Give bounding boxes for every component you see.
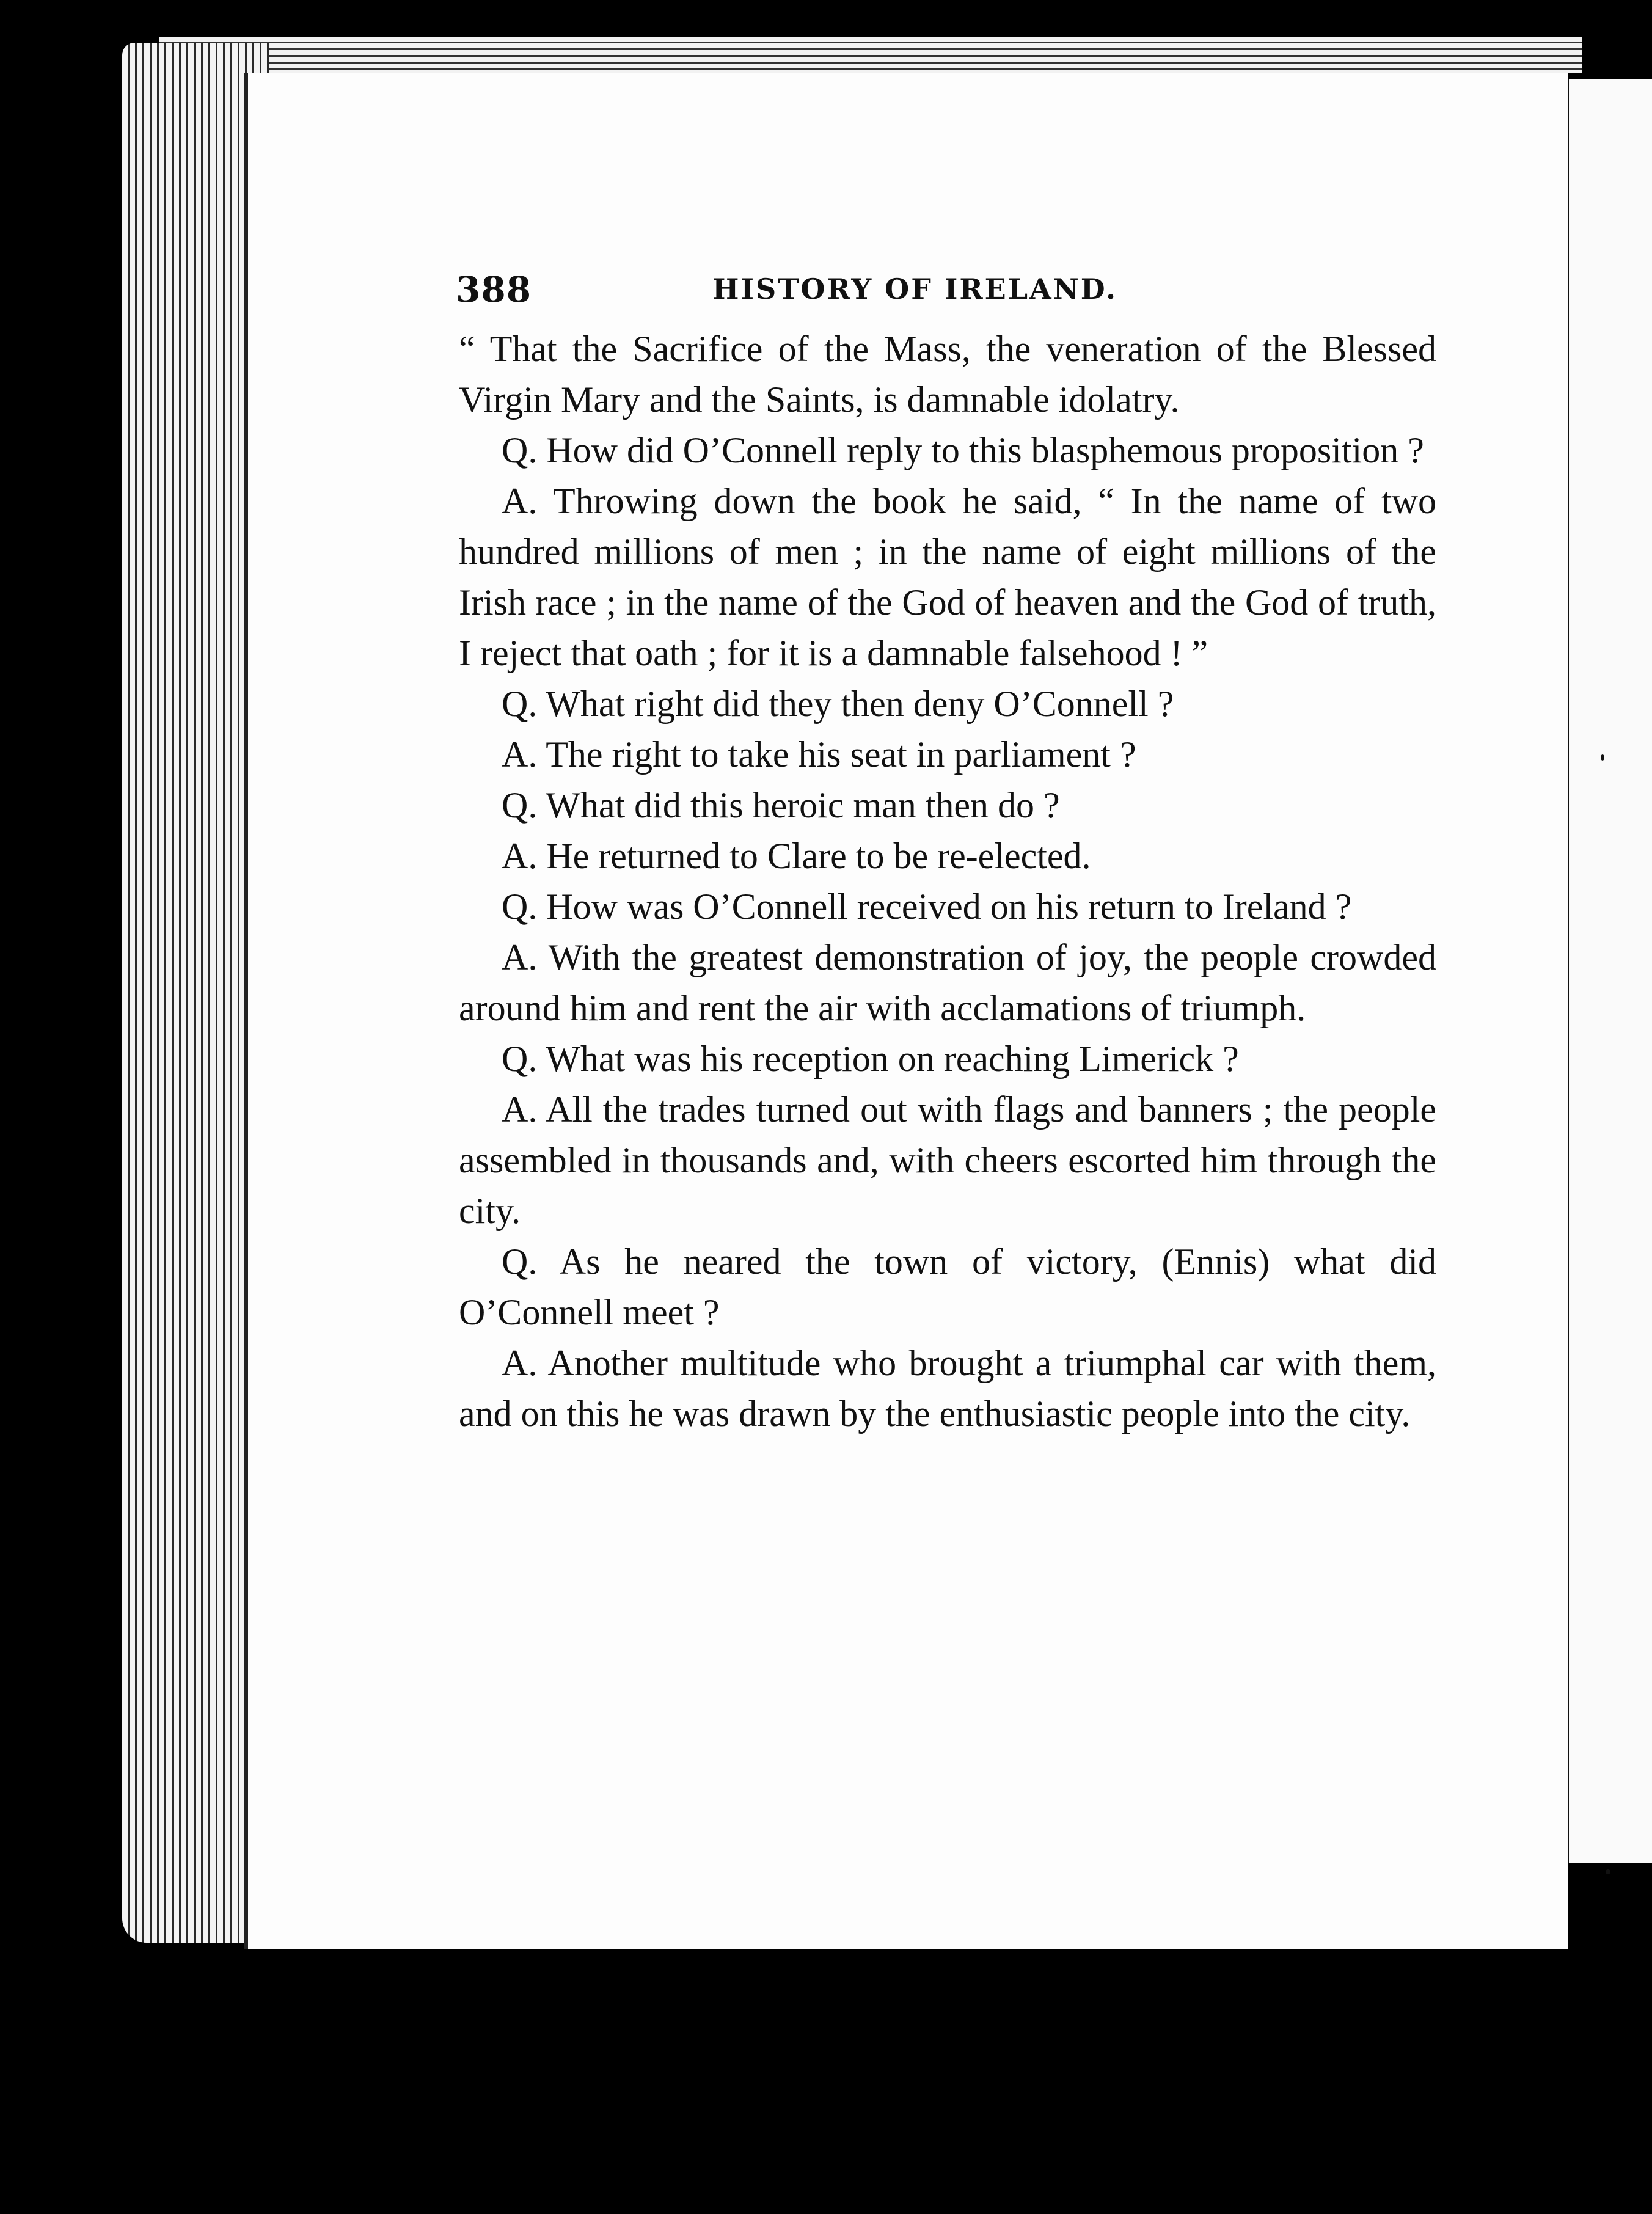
question-paragraph: Q. What was his reception on reaching Limerick ? bbox=[502, 1039, 1239, 1079]
quote-paragraph: “ That the Sacrifice of the Mass, the veneration of the Blessed Virgin Mary and the Saints, is damnable idolatry. bbox=[459, 329, 1436, 420]
scan-speck bbox=[1601, 754, 1604, 761]
facing-page-edge bbox=[1564, 79, 1652, 1863]
answer-paragraph: A. Throwing down the book he said, “ In the name of two hundred millions of men ; in the name of eight millions of the Irish race ; in the name of the God of heaven and the God of truth, I reject that oath ; for it is a damnable falsehood ! ” bbox=[459, 481, 1436, 673]
page-edges-top bbox=[159, 37, 1582, 73]
question-paragraph: Q. What right did they then deny O’Connell ? bbox=[502, 684, 1174, 724]
question-paragraph: Q. As he neared the town of victory, (Ennis) what did O’Connell meet ? bbox=[459, 1241, 1436, 1332]
book-page bbox=[244, 73, 1568, 1949]
answer-paragraph: A. With the greatest demonstration of joy, the people crowded around him and rent the air with acclamations of triumph. bbox=[459, 937, 1436, 1028]
question-paragraph: Q. How was O’Connell received on his return to Ireland ? bbox=[502, 886, 1352, 927]
scan-speck bbox=[1606, 1869, 1610, 1874]
answer-paragraph: A. He returned to Clare to be re-elected. bbox=[502, 836, 1091, 876]
answer-paragraph: A. The right to take his seat in parliament ? bbox=[502, 734, 1136, 775]
page-header bbox=[456, 269, 1433, 318]
answer-paragraph: A. Another multitude who brought a triumphal car with them, and on this he was drawn by the enthusiastic people into the city. bbox=[459, 1343, 1436, 1434]
body-text bbox=[459, 324, 1436, 1439]
question-paragraph: Q. What did this heroic man then do ? bbox=[502, 785, 1060, 825]
running-title: HISTORY OF IRELAND. bbox=[712, 272, 1118, 305]
page-number: 388 bbox=[456, 269, 532, 310]
answer-paragraph: A. All the trades turned out with flags and banners ; the people assembled in thousands and, with cheers escorted him through the city. bbox=[459, 1089, 1436, 1231]
question-paragraph: Q. How did O’Connell reply to this blasphemous proposition ? bbox=[502, 430, 1424, 470]
